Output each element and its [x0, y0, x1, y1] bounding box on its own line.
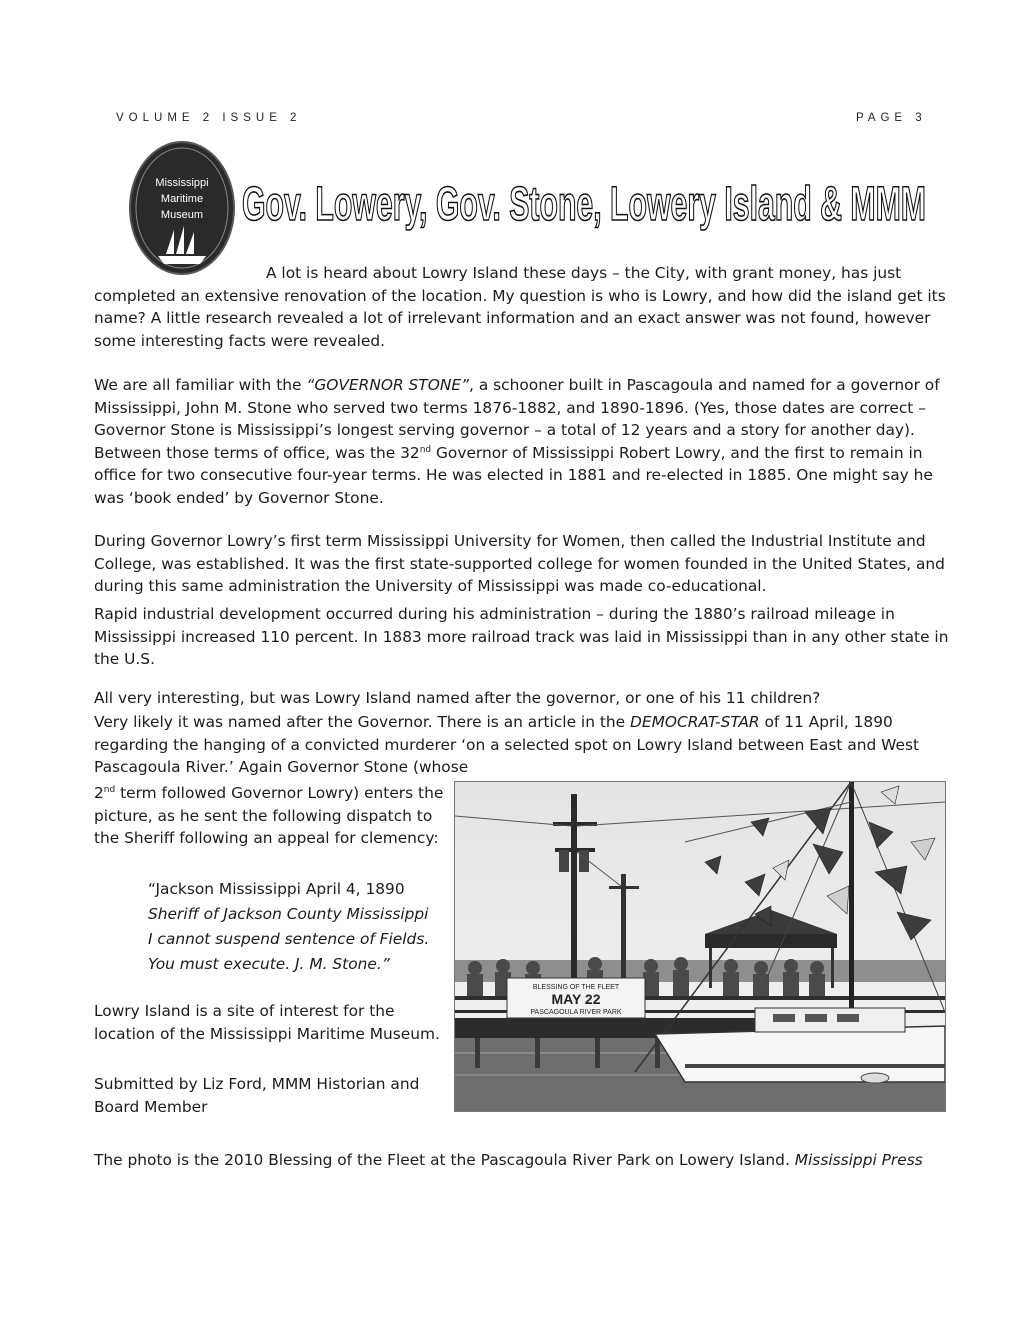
logo-line-2: Maritime	[160, 193, 204, 205]
ordinal-suffix: nd	[419, 444, 432, 455]
page-number-header: PAGE 3	[856, 112, 927, 124]
quote-line-1: “Jackson Mississippi April 4, 1890	[148, 880, 405, 898]
university-paragraph: During Governor Lowry’s first term Mississippi University for Women, then called the Industrial Institute and College, was established. It was the first state-supported college for women founded in the United States, and during this same administration the University of Mississippi was made co-educational.	[94, 532, 945, 595]
quote-line-3: I cannot suspend sentence of Fields.	[148, 930, 430, 948]
museum-location-text: Lowry Island is a site of interest for the location of the Mississippi Maritime Museum.	[94, 1002, 440, 1043]
caption-text: The photo is the 2010 Blessing of the Fleet at the Pascagoula River Park on Lowery Island.	[94, 1151, 795, 1169]
p6-text-a: Very likely it was named after the Governor. There is an article in the	[94, 713, 631, 731]
children-question-paragraph: All very interesting, but was Lowry Island named after the governor, or one of his 11 children?	[94, 689, 821, 707]
logo-line-1: Mississippi	[155, 177, 209, 189]
museum-logo	[128, 140, 236, 276]
logo-line-3: Museum	[160, 209, 204, 221]
railroad-paragraph: Rapid industrial development occurred during his administration – during the 1880’s railroad mileage in Mississippi increased 110 percent. In 1883 more railroad track was laid in Mississippi than in any other state in the U.S.	[94, 605, 949, 668]
caption-source: Mississippi Press	[794, 1151, 923, 1169]
p2-text-a: We are all familiar with the	[94, 376, 307, 394]
governor-stone-paragraph	[94, 374, 950, 509]
democrat-star-paragraph	[94, 711, 950, 779]
vessel-name: “GOVERNOR STONE”	[306, 376, 470, 394]
byline: Submitted by Liz Ford, MMM Historian and Board Member	[94, 1075, 420, 1116]
p6-text-b: of 11 April, 1890 regarding the hanging of a convicted murderer ‘on a selected spot on Lowry Island between East and West Pascagoula River.’ Again Governor Stone (whose	[94, 713, 920, 776]
dispatch-intro-text	[94, 782, 449, 850]
newspaper-name: DEMOCRAT-STAR	[630, 713, 760, 731]
side-ordinal-suffix: nd	[103, 784, 116, 795]
banner-line-2: MAY 22	[551, 991, 601, 1007]
article-title	[240, 164, 930, 234]
side-text-a: 2	[94, 784, 104, 802]
quote-line-2: Sheriff of Jackson County Mississippi	[148, 905, 429, 923]
dispatch-quote	[148, 877, 448, 977]
blessing-of-fleet-photo	[454, 781, 946, 1112]
side-text-b: term followed Governor Lowry) enters the picture, as he sent the following dispatch to the Sheriff following an appeal for clemency:	[94, 784, 444, 847]
quote-line-4: You must execute. J. M. Stone.”	[148, 955, 390, 973]
article-title-text: Gov. Lowery, Gov. Stone, Lowery Island & MMM	[242, 178, 926, 231]
p2-text-c: Governor of Mississippi Robert Lowry, and the first to remain in office for two consecutive four-year terms. He was elected in 1881 and re-elected in 1885. One might say he was ‘book ended’ by Governor Stone.	[94, 443, 933, 507]
intro-paragraph-text: A lot is heard about Lowry Island these days – the City, with grant money, has just completed an extensive renovation of the location. My question is who is Lowry, and how did the island get its name? A little research revealed a lot of irrelevant information and an exact answer was not found, however some interesting facts were revealed.	[94, 264, 946, 350]
banner-line-3: PASCAGOULA RIVER PARK	[530, 1009, 622, 1016]
p2-text-b: , a schooner built in Pascagoula and named for a governor of Mississippi, John M. Stone who served two terms 1876-1882, and 1890-1896. (Yes, those dates are correct – Governor Stone is Mississippi’s longest serving governor – a total of 12 years and a story for another day). Between those terms of office, was the 32	[94, 376, 940, 462]
volume-issue-header: VOLUME 2 ISSUE 2	[116, 112, 302, 124]
photo-caption	[94, 1149, 950, 1172]
banner-line-1: BLESSING OF THE FLEET	[532, 984, 620, 991]
sailing-ship-icon	[128, 140, 236, 276]
intro-paragraph	[94, 262, 950, 352]
